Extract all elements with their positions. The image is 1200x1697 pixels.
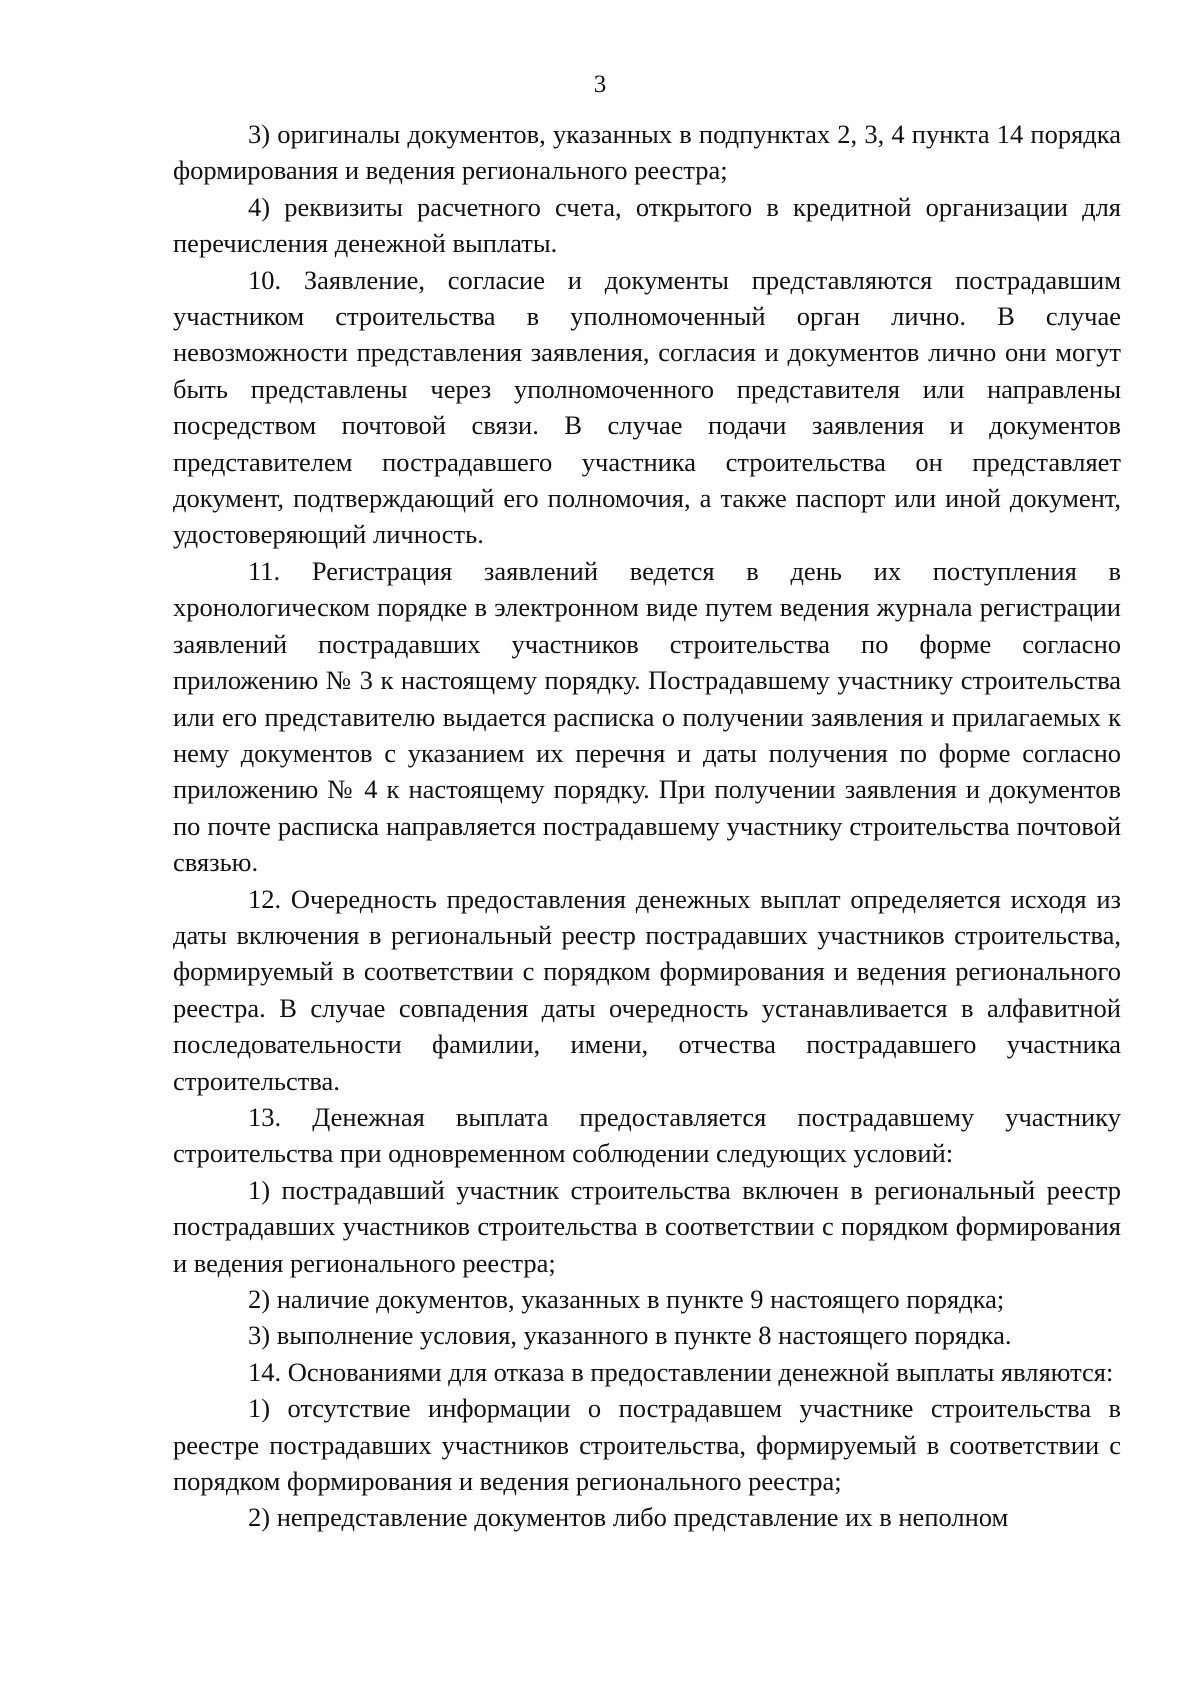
- paragraph-condition-2: 2) наличие документов, указанных в пункте 9 настоящего порядка;: [248, 1284, 1005, 1314]
- paragraph-12-priority: 12. Очередность предоставления денежных выплат определяется исходя из даты включения в региональный реестр пострадавших участников строительства, формируемый в соответствии с порядком формирования и ведения регионального реестра. В случае совпадения даты очередность устанавливается в алфавитной последовательности фамилии, имени, отчества пострадавшего участника строительства.: [173, 883, 1121, 1096]
- paragraph-item-3-originals: 3) оригиналы документов, указанных в подпунктах 2, 3, 4 пункта 14 порядка формирования и ведения регионального реестра;: [173, 119, 1121, 186]
- paragraph-item-4-bank-details: 4) реквизиты расчетного счета, открытого в кредитной организации для перечисления денежной выплаты.: [173, 191, 1121, 259]
- paragraph-13-conditions: 13. Денежная выплата предоставляется пострадавшему участнику строительства при одновременном соблюдении следующих условий:: [173, 1101, 1121, 1169]
- paragraph-condition-3: 3) выполнение условия, указанного в пункте 8 настоящего порядка.: [248, 1320, 1012, 1351]
- paragraph-refusal-2: 2) непредставление документов либо представление их в неполном: [248, 1502, 1009, 1533]
- page-number: 3: [593, 71, 607, 98]
- paragraph-condition-1: 1) пострадавший участник строительства включен в региональный реестр пострадавших участников строительства в соответствии с порядком формирования и ведения регионального реестра;: [173, 1174, 1121, 1278]
- paragraph-14-refusal-grounds: 14. Основаниями для отказа в предоставлении денежной выплаты являются:: [248, 1356, 1114, 1387]
- paragraph-11-registration: 11. Регистрация заявлений ведется в день их поступления в хронологическом порядке в электронном виде путем ведения журнала регистрации заявлений пострадавших участников строительства по форме согласно приложению № 3 к настоящему порядку. Пострадавшему участнику строительства или его представителю выдается расписка о получении заявления и прилагаемых к нему документов с указанием их перечня и даты получения по форме согласно приложению № 4 к настоящему порядку. При получении заявления и документов по почте расписка направляется пострадавшему участнику строительства почтовой связью.: [173, 555, 1121, 878]
- document-body: [173, 116, 1121, 1536]
- paragraph-refusal-1: 1) отсутствие информации о пострадавшем участнике строительства в реестре пострадавших участников строительства, формируемый в соответствии с порядком формирования и ведения регионального реестра;: [173, 1393, 1121, 1497]
- paragraph-10-submission: 10. Заявление, согласие и документы представляются пострадавшим участником строительства в уполномоченный орган лично. В случае невозможности представления заявления, согласия и документов лично они могут быть представлены через уполномоченного представителя или направлены посредством почтовой связи. В случае подачи заявления и документов представителем пострадавшего участника строительства он представляет документ, подтверждающий его полномочия, а также паспорт или иной документ, удостоверяющий личность.: [173, 264, 1121, 550]
